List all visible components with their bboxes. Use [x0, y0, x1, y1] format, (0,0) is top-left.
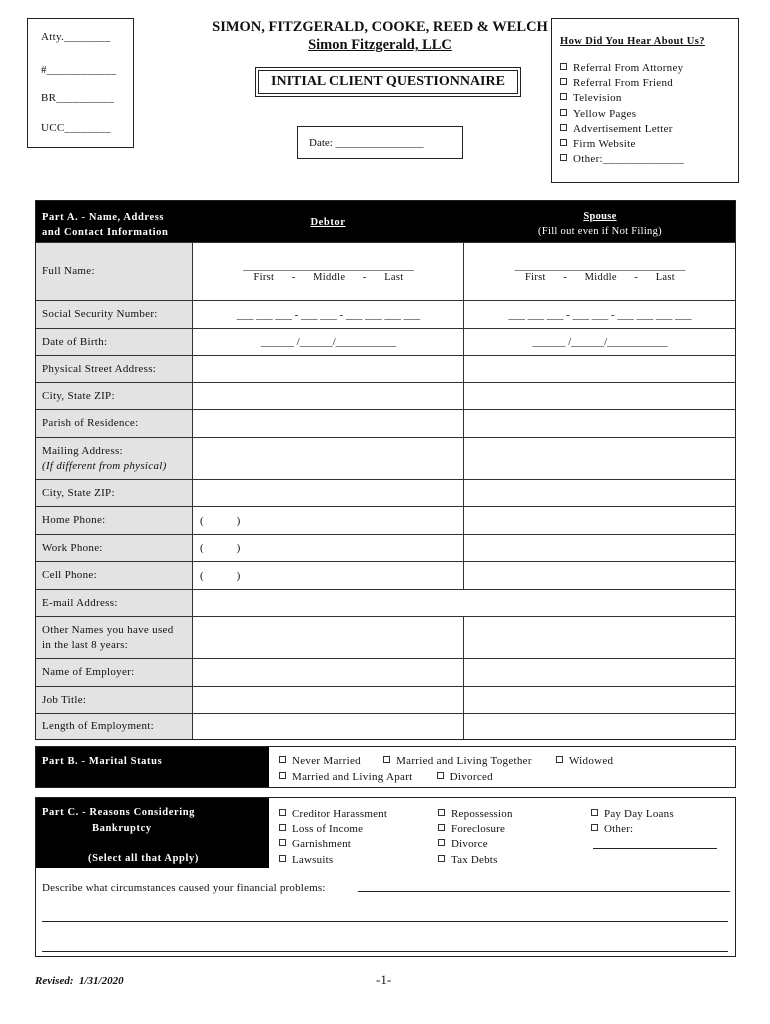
checkbox-icon[interactable]: [279, 839, 286, 846]
spouse-mailing[interactable]: [465, 438, 735, 479]
reason-divorce[interactable]: Divorce: [438, 837, 513, 852]
option-widowed[interactable]: Widowed: [556, 755, 613, 767]
hear-about-us-title: How Did You Hear About Us?: [560, 36, 705, 47]
label-job-title: Job Title:: [36, 687, 193, 713]
checkbox-icon[interactable]: [279, 809, 286, 816]
spouse-length-employment[interactable]: [465, 714, 735, 739]
reason-creditor-harassment[interactable]: Creditor Harassment: [279, 807, 387, 822]
debtor-cell-phone[interactable]: ( ): [194, 562, 464, 589]
part-a-table: [35, 200, 736, 740]
spouse-employer[interactable]: [465, 659, 735, 686]
reason-tax-debts[interactable]: Tax Debts: [438, 853, 513, 868]
label-city2: City, State ZIP:: [36, 480, 193, 506]
checkbox-icon[interactable]: [591, 824, 598, 831]
label-other-names: Other Names you have used in the last 8 years:: [36, 617, 193, 658]
checkbox-icon[interactable]: [279, 772, 286, 779]
checkbox-icon[interactable]: [591, 809, 598, 816]
spouse-other-names[interactable]: [465, 617, 735, 658]
spouse-cell-phone[interactable]: [465, 562, 735, 589]
checkbox-icon[interactable]: [560, 63, 567, 70]
part-c-select-note: (Select all that Apply): [88, 853, 199, 864]
hear-option-other[interactable]: Other:______________: [560, 152, 738, 167]
label-employer: Name of Employer:: [36, 659, 193, 686]
describe-line-1[interactable]: [358, 891, 730, 892]
date-field[interactable]: Date: ________________: [297, 126, 463, 159]
checkbox-icon[interactable]: [438, 839, 445, 846]
checkbox-icon[interactable]: [438, 855, 445, 862]
label-length-employment: Length of Employment:: [36, 714, 193, 739]
row-ssn: [36, 300, 735, 328]
checkbox-icon[interactable]: [383, 756, 390, 763]
reasons-col-2: [438, 807, 513, 868]
hear-option-attorney[interactable]: Referral From Attorney: [560, 61, 738, 76]
checkbox-icon[interactable]: [560, 109, 567, 116]
row-job-title: [36, 686, 735, 713]
page-title: INITIAL CLIENT QUESTIONNAIRE: [258, 70, 518, 94]
debtor-ssn[interactable]: ___ ___ ___ - ___ ___ - ___ ___ ___ ___: [194, 301, 464, 328]
checkbox-icon[interactable]: [437, 772, 444, 779]
office-use-box: [27, 18, 134, 148]
hear-option-yellow-pages[interactable]: Yellow Pages: [560, 107, 738, 122]
row-full-name: [36, 242, 735, 300]
row-work-phone: [36, 534, 735, 561]
ucc-field[interactable]: UCC________: [41, 122, 111, 134]
spouse-work-phone[interactable]: [465, 535, 735, 561]
label-street: Physical Street Address:: [36, 356, 193, 382]
part-c-title-2: Bankruptcy: [92, 823, 152, 834]
label-parish: Parish of Residence:: [36, 410, 193, 437]
part-b-section: [35, 746, 736, 788]
debtor-city1[interactable]: [194, 383, 464, 409]
spouse-dob[interactable]: ______ /______/___________: [532, 336, 668, 348]
row-street: [36, 355, 735, 382]
debtor-parish[interactable]: [194, 410, 464, 437]
checkbox-icon[interactable]: [279, 756, 286, 763]
debtor-dob[interactable]: ______ /______/___________: [194, 329, 464, 355]
reason-repossession[interactable]: Repossession: [438, 807, 513, 822]
row-email: [36, 589, 735, 616]
debtor-street[interactable]: [194, 356, 464, 382]
label-work-phone: Work Phone:: [36, 535, 193, 561]
debtor-length-employment[interactable]: [194, 714, 464, 739]
revised-date: Revised: 1/31/2020: [35, 975, 124, 987]
part-c-title: Part C. - Reasons Considering: [42, 807, 196, 818]
spouse-ssn[interactable]: ___ ___ ___ - ___ ___ - ___ ___ ___ ___: [508, 308, 692, 321]
row-employer: [36, 658, 735, 686]
option-married-apart[interactable]: Married and Living Apart: [279, 771, 413, 783]
label-city1: City, State ZIP:: [36, 383, 193, 409]
debtor-mailing[interactable]: [194, 438, 464, 479]
part-b-title: Part B. - Marital Status: [36, 747, 269, 787]
spouse-home-phone[interactable]: [465, 507, 735, 534]
email-field[interactable]: [194, 590, 735, 616]
checkbox-icon[interactable]: [560, 154, 567, 161]
spouse-parish[interactable]: [465, 410, 735, 437]
label-ssn: Social Security Number:: [36, 301, 193, 328]
debtor-header: Debtor: [310, 217, 346, 228]
checkbox-icon[interactable]: [560, 139, 567, 146]
reasons-col-3: [591, 807, 674, 837]
other-reason-line[interactable]: [593, 848, 717, 849]
debtor-work-phone[interactable]: ( ): [194, 535, 464, 561]
hear-option-ad-letter[interactable]: Advertisement Letter: [560, 122, 738, 137]
atty-field[interactable]: Atty.________: [41, 31, 111, 43]
label-home-phone: Home Phone:: [36, 507, 193, 534]
label-full-name: Full Name:: [36, 243, 193, 300]
hear-option-website[interactable]: Firm Website: [560, 137, 738, 152]
firm-header: [150, 18, 610, 54]
firm-llc: Simon Fitzgerald, LLC: [308, 37, 452, 53]
describe-line-3[interactable]: [42, 951, 728, 952]
part-a-title: Part A. - Name, Address and Contact Information: [42, 212, 169, 238]
hear-option-friend[interactable]: Referral From Friend: [560, 76, 738, 91]
reason-lawsuits[interactable]: Lawsuits: [279, 853, 387, 868]
part-c-section: [35, 797, 736, 957]
debtor-home-phone[interactable]: ( ): [194, 507, 464, 534]
debtor-job-title[interactable]: [194, 687, 464, 713]
reason-other[interactable]: Other:: [591, 822, 674, 837]
debtor-employer[interactable]: [194, 659, 464, 686]
part-c-header: [36, 798, 269, 868]
spouse-street[interactable]: [465, 356, 735, 382]
label-dob: Date of Birth:: [36, 329, 193, 355]
row-length-employment: [36, 713, 735, 739]
option-divorced[interactable]: Divorced: [437, 771, 493, 783]
spouse-header: Spouse (Fill out even if Not Filing): [538, 211, 662, 237]
checkbox-icon[interactable]: [560, 124, 567, 131]
br-field[interactable]: BR__________: [41, 92, 115, 104]
label-email: E-mail Address:: [36, 590, 193, 616]
marital-options: [279, 754, 613, 785]
row-mailing: [36, 437, 735, 479]
reason-foreclosure[interactable]: Foreclosure: [438, 822, 513, 837]
number-field[interactable]: #____________: [41, 64, 117, 76]
spouse-city1[interactable]: [465, 383, 735, 409]
describe-label: Describe what circumstances caused your financial problems:: [42, 882, 326, 894]
row-dob: [36, 328, 735, 355]
checkbox-icon[interactable]: [560, 93, 567, 100]
row-cell-phone: [36, 561, 735, 589]
debtor-city2[interactable]: [194, 480, 464, 506]
row-city1: [36, 382, 735, 409]
reasons-col-1: [279, 807, 387, 868]
firm-name: SIMON, FITZGERALD, COOKE, REED & WELCH: [212, 19, 548, 35]
spouse-full-name[interactable]: _______________________________ First - Middle - Last: [514, 260, 686, 283]
page-number: -1-: [376, 972, 392, 987]
describe-line-2[interactable]: [42, 921, 728, 922]
checkbox-icon[interactable]: [438, 824, 445, 831]
checkbox-icon[interactable]: [556, 756, 563, 763]
checkbox-icon[interactable]: [438, 809, 445, 816]
row-other-names: [36, 616, 735, 658]
hear-about-us-box: [551, 18, 739, 183]
option-never-married[interactable]: Never Married: [279, 755, 361, 767]
part-a-header: [36, 201, 735, 242]
checkbox-icon[interactable]: [560, 78, 567, 85]
row-home-phone: [36, 506, 735, 534]
label-mailing: Mailing Address: (If different from physical): [36, 438, 193, 479]
row-city2: [36, 479, 735, 506]
checkbox-icon[interactable]: [279, 855, 286, 862]
option-married-together[interactable]: Married and Living Together: [383, 755, 532, 767]
label-cell-phone: Cell Phone:: [36, 562, 193, 589]
reason-garnishment[interactable]: Garnishment: [279, 837, 387, 852]
debtor-full-name[interactable]: _______________________________ First - Middle - Last: [194, 243, 464, 300]
reason-loss-of-income[interactable]: Loss of Income: [279, 822, 387, 837]
row-parish: [36, 409, 735, 437]
debtor-other-names[interactable]: [194, 617, 464, 658]
reason-payday-loans[interactable]: Pay Day Loans: [591, 807, 674, 822]
checkbox-icon[interactable]: [279, 824, 286, 831]
spouse-city2[interactable]: [465, 480, 735, 506]
spouse-job-title[interactable]: [465, 687, 735, 713]
hear-option-television[interactable]: Television: [560, 91, 738, 106]
